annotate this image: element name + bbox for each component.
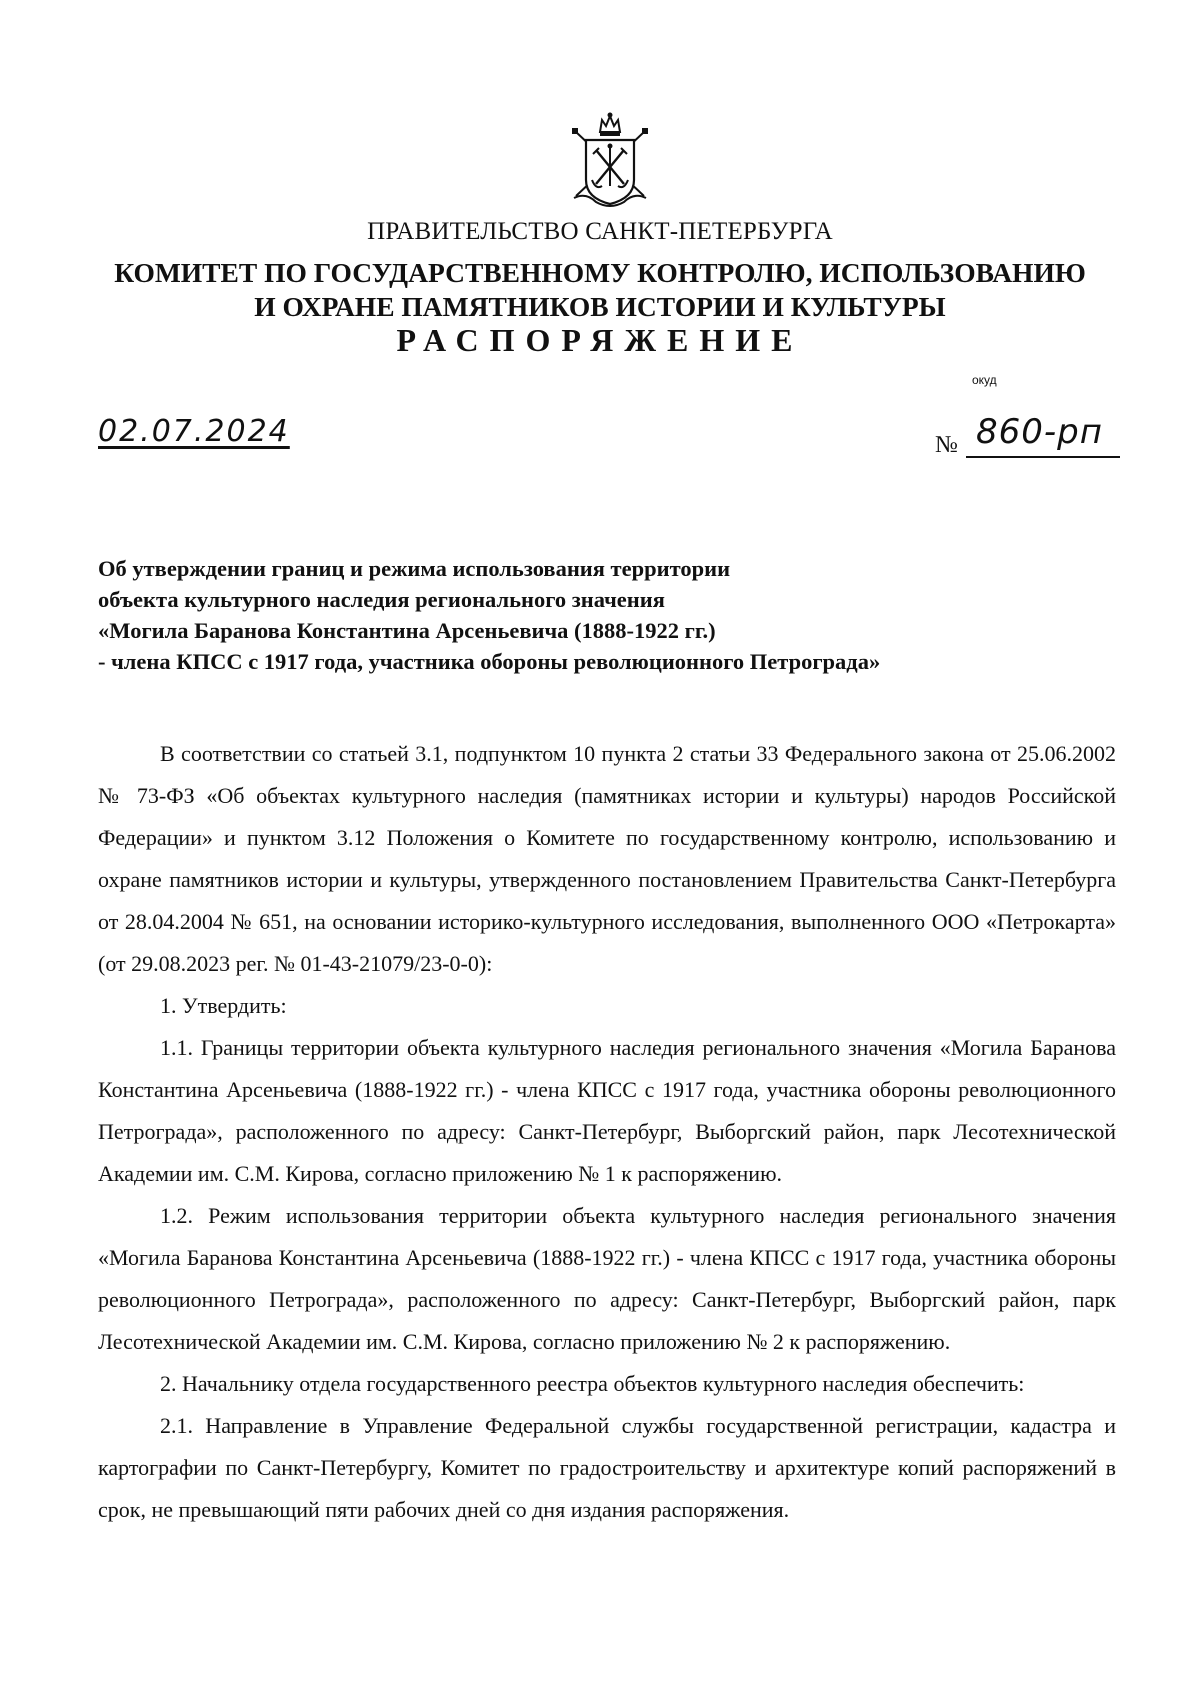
item-1-2: 1.2. Режим использования территории объекта культурного наследия регионального значения «Могила Баранова Константина Арсеньевича (1888-1922 гг.) - члена КПСС с 1917 года, участника обороны революционного Петрограда», расположенного по адресу: Санкт-Петербург, Выборгский район, парк Лесотехнической Академии им. С.М. Кирова, согласно приложению № 2 к распоряжению.	[98, 1203, 1116, 1354]
item-2-1: 2.1. Направление в Управление Федеральной службы государственной регистрации, кадастра и картографии по Санкт-Петербургу, Комитет по градостроительству и архитектуре копий распоряжений в срок, не превышающий пяти рабочих дней со дня издания распоряжения.	[98, 1413, 1116, 1522]
st-petersburg-coat-of-arms-icon	[566, 110, 654, 212]
subject-line: - члена КПСС с 1917 года, участника обороны революционного Петрограда»	[98, 649, 881, 674]
subject-line: «Могила Баранова Константина Арсеньевича (1888-1922 гг.)	[98, 618, 716, 643]
number-underline	[966, 456, 1120, 458]
item-2: 2. Начальнику отдела государственного реестра объектов культурного наследия обеспечить:	[160, 1371, 1025, 1396]
document-body	[98, 733, 1116, 1531]
committee-title	[0, 256, 1200, 324]
government-title: ПРАВИТЕЛЬСТВО САНКТ-ПЕТЕРБУРГА	[367, 218, 833, 245]
item-1-1: 1.1. Границы территории объекта культурного наследия регионального значения «Могила Баранова Константина Арсеньевича (1888-1922 гг.) - члена КПСС с 1917 года, участника обороны революционного Петрограда», расположенного по адресу: Санкт-Петербург, Выборгский район, парк Лесотехнической Академии им. С.М. Кирова, согласно приложению № 1 к распоряжению.	[98, 1035, 1116, 1186]
committee-title-line-2: И ОХРАНЕ ПАМЯТНИКОВ ИСТОРИИ И КУЛЬТУРЫ	[254, 291, 946, 322]
document-date: 02.07.2024	[98, 414, 290, 449]
number-sign: №	[935, 432, 958, 458]
document-subject	[98, 553, 998, 677]
subject-line: объекта культурного наследия регионального значения	[98, 587, 665, 612]
okud-label: окуд	[972, 373, 997, 387]
document-number: 860-рп	[976, 412, 1103, 452]
subject-line: Об утверждении границ и режима использования территории	[98, 556, 731, 581]
item-1: 1. Утвердить:	[160, 993, 287, 1018]
preamble-paragraph: В соответствии со статьей 3.1, подпунктом 10 пункта 2 статьи 33 Федерального закона от 25.06.2002 № 73-ФЗ «Об объектах культурного наследия (памятниках истории и культуры) народов Российской Федерации» и пунктом 3.12 Положения о Комитете по государственному контролю, использованию и охране памятников истории и культуры, утвержденного постановлением Правительства Санкт-Петербурга от 28.04.2004 № 651, на основании историко-культурного исследования, выполненного ООО «Петрокарта» (от 29.08.2023 рег. № 01-43-21079/23-0-0):	[98, 741, 1116, 976]
document-type: РАСПОРЯЖЕНИЕ	[396, 322, 804, 358]
committee-title-line-1: КОМИТЕТ ПО ГОСУДАРСТВЕННОМУ КОНТРОЛЮ, ИСПОЛЬЗОВАНИЮ	[114, 257, 1086, 288]
